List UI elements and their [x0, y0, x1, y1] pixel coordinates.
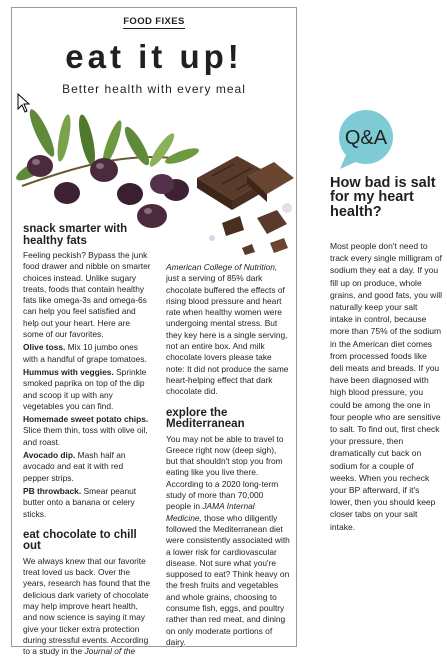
tip-item: Avocado dip. Mash half an avocado and eat it with red pepper strips.	[23, 450, 126, 483]
section-heading-mediterranean: explore the Mediterranean	[166, 406, 245, 431]
healthy-fats-intro: Feeling peckish? Bypass the junk food drawer and nibble on smarter choices instead. Unlike sugary treats, foods that contain healthy fats like omega-3s and omega-6s can help you feel satisfied and help out your heart. Here are some of our favorites.	[23, 250, 151, 340]
tip-item: Homemade sweet potato chips. Slice them thin, toss with olive oil, and roast.	[23, 414, 149, 447]
right-column	[166, 262, 290, 650]
section-label: FOOD FIXES	[123, 16, 185, 27]
left-column	[23, 224, 151, 660]
qa-answer: Most people don't need to track every single milligram of sodium they eat a day. If you fill up on produce, whole grains, and good fats, you will naturally keep your salt intake in control, because more than 75% of the sodium in the American diet comes from processed foods like deli meats and breads. If you have been diagnosed with high blood pressure, you could be among the one in four people who are sensitive to salt. To find out, first check your pressure, then dramatically cut back on sodium for a couple of weeks. When you recheck your BP afterward, if it's lower, then you should keep closer tabs on your salt intake.	[330, 241, 442, 532]
tip-item: PB throwback. Smear peanut butter onto a banana or celery sticks.	[23, 485, 137, 519]
tip-item: Olive toss. Mix 10 jumbo ones with a handful of grape tomatoes.	[23, 342, 147, 364]
chocolate-paragraph: We always knew that our favorite treat loved us back. Over the years, research has found that the delicious dark variety of chocolate may help improve heart health, and now science is saying it may give your ticker extra protection during stressful events. According to a study in the Journal of the	[23, 555, 151, 657]
chocolate-pieces-icon	[197, 156, 294, 255]
qa-speech-bubble-icon	[330, 109, 402, 171]
page-subtitle: Better health with every meal	[62, 82, 246, 96]
page-title: eat it up!	[65, 38, 243, 75]
mediterranean-paragraph: You may not be able to travel to Greece right now (deep sigh), but that shouldn't stop you from eating like you live there. According to a 2020 long-term study of more than 70,000 people in JAMA Internal Medicine, those who diligently followed the Mediterranean diet were consistently associated with a lower risk for cardiovascular disease. Not sure what you're supposed to eat? Think heavy on the fresh fruits and vegetables and whole grains, choosing to consume fish, eggs, and poultry rather than red meat, and dining on only moderate portions of dairy.	[166, 433, 290, 647]
olive-branch-icon	[13, 107, 200, 228]
tip-item: Hummus with veggies. Sprinkle smoked paprika on top of the dip and scoop it up with any vegetables you can find.	[23, 366, 147, 411]
mouse-cursor-icon	[17, 93, 31, 113]
chocolate-paragraph-continued: American College of Nutrition, just a serving of 85% dark chocolate buffered the effects of rising blood pressure and heart rate when healthy women were undergoing mental stress. But they key here is a single serving, not an entire box. And milk chocolate lovers please take note: It did not produce the same heart-helping effect that dark chocolate did.	[166, 262, 289, 397]
section-heading-healthy-fats: snack smarter with healthy fats	[23, 223, 128, 247]
qa-badge: Q&A	[344, 127, 388, 149]
section-heading-chocolate: eat chocolate to chill out	[23, 528, 137, 553]
qa-question: How bad is salt for my heart health?	[330, 175, 436, 220]
